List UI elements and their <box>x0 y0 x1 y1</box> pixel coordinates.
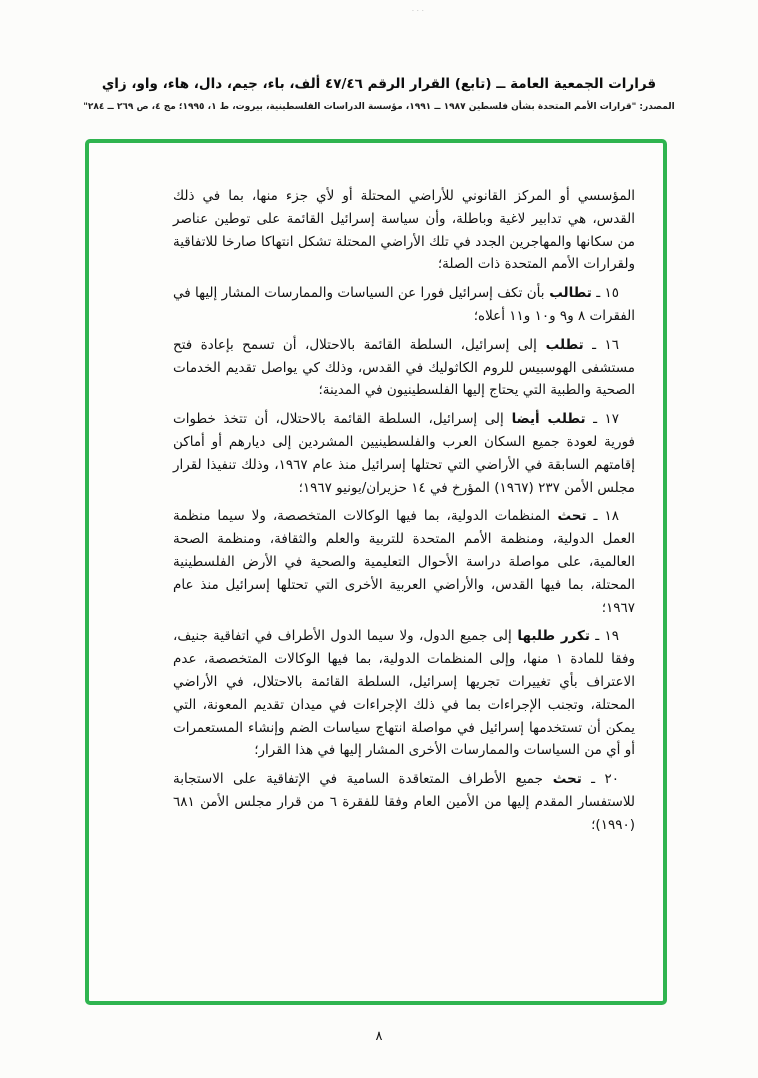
scan-artifact: ··· <box>412 8 427 15</box>
paragraph-number: ١٦ ـ <box>583 336 619 353</box>
paragraph <box>173 408 635 499</box>
paragraph <box>173 334 635 402</box>
paragraph-number: ١٥ ـ <box>591 285 619 302</box>
paragraph-text: بأن تكف إسرائيل فورا عن السياسات والممارسات المشار إليها في الفقرات ٨ و٩ و١٠ و١١ أعلاه؛ <box>173 285 635 324</box>
paragraph-text: إلى إسرائيل، السلطة القائمة بالاحتلال، أن تسمح بإعادة فتح مستشفى الهوسبيس للروم الكاثوليك في القدس، وذلك كي يواصل تقديم الخدمات الصحية والطبية التي يحتاج إليها الفلسطينيون في المدينة؛ <box>173 336 635 399</box>
paragraph <box>173 505 635 619</box>
paragraph-lead: تكرر طلبها <box>511 628 590 645</box>
paragraph <box>173 185 635 276</box>
header-source: المصدر: "قرارات الأمم المتحدة بشأن فلسطين ١٩٨٧ ــ ١٩٩١، مؤسسة الدراسات الفلسطينية، بيروت، ط ١، ١٩٩٥؛ مج ٤، ص ٢٦٩ ــ ٢٨٤" <box>83 102 675 112</box>
paragraph-lead: تطالب <box>544 285 592 302</box>
paragraph-text: المنظمات الدولية، بما فيها الوكالات المتخصصة، ولا سيما منظمة العمل الدولية، ومنظمة الأمم المتحدة للتربية والعلم والثقافة، ومنظمة الصحة العالمية، على مواصلة دراسة الأحوال التعليمية والصحية في الأرض الفلسطينية المحتلة، بما فيها القدس، والأراضي العربية الأخرى التي تحتلها إسرائيل منذ عام ١٩٦٧؛ <box>173 508 635 616</box>
paragraph <box>173 625 635 762</box>
paragraph-text: المؤسسي أو المركز القانوني للأراضي المحتلة أو لأي جزء منها، بما في ذلك القدس، هي تدابير لاغية وباطلة، وأن سياسة إسرائيل القائمة على توطين عناصر من سكانها والمهاجرين الجدد في تلك الأراضي المحتلة تشكل انتهاكا صارخا للاتفاقية ولقرارات الأمم المتحدة ذات الصلة؛ <box>173 188 635 273</box>
paragraph-lead: تحث <box>550 508 587 525</box>
paragraph-number: ١٩ ـ <box>589 628 619 645</box>
content-frame <box>85 139 667 1005</box>
paragraph-text: جميع الأطراف المتعاقدة السامية في الإتفاقية على الاستجابة للاستفسار المقدم إليها من الأمين العام وفقا للفقرة ٦ من قرار مجلس الأمن ٦٨١ (١٩٩٠)؛ <box>173 771 635 833</box>
header-title: قرارات الجمعية العامة ــ (تابع) القرار الرقم ٤٧/٤٦ ألف، باء، جيم، دال، هاء، واو، زاي <box>101 76 657 92</box>
paragraph-number: ١٨ ـ <box>586 508 619 525</box>
paragraph-lead: تحث <box>542 771 582 788</box>
paragraph-text: إلى جميع الدول، ولا سيما الدول الأطراف في اتفاقية جنيف، وفقا للمادة ١ منها، وإلى المنظمات الدولية، بما فيها الوكالات المتخصصة، عدم الاعتراف بأي تغييرات تجريها إسرائيل، السلطة القائمة بالاحتلال، في الأراضي المحتلة، وتجنب الإجراءات بما في ذلك الإجراءات في ميدان تقديم المعونة، التي يمكن أن تستخدمها إسرائيل في مواصلة انتهاج سياسات الضم وإنشاء المستعمرات أو أي من السياسات والممارسات الأخرى المشار إليها في هذا القرار؛ <box>173 628 635 759</box>
paragraph-text: إلى إسرائيل، السلطة القائمة بالاحتلال، أن تتخذ خطوات فورية لعودة جميع السكان العرب والفلسطينيين المشردين إلى ديارهم أو أماكن إقامتهم السابقة في الأراضي التي تحتلها إسرائيل منذ عام ١٩٦٧، وذلك تنفيذا لقرار مجلس الأمن ٢٣٧ (١٩٦٧) المؤرخ في ١٤ حزيران/يونيو ١٩٦٧؛ <box>173 411 635 496</box>
paragraph-lead: تطلب <box>536 336 584 353</box>
paragraph <box>173 768 635 836</box>
paragraph-number: ٢٠ ـ <box>581 771 620 788</box>
paragraph <box>173 282 635 328</box>
document-body <box>173 185 635 843</box>
paragraph-lead: تطلب أيضا <box>503 411 586 428</box>
paragraph-number: ١٧ ـ <box>585 411 620 428</box>
page-number: ٨ <box>375 1029 383 1044</box>
